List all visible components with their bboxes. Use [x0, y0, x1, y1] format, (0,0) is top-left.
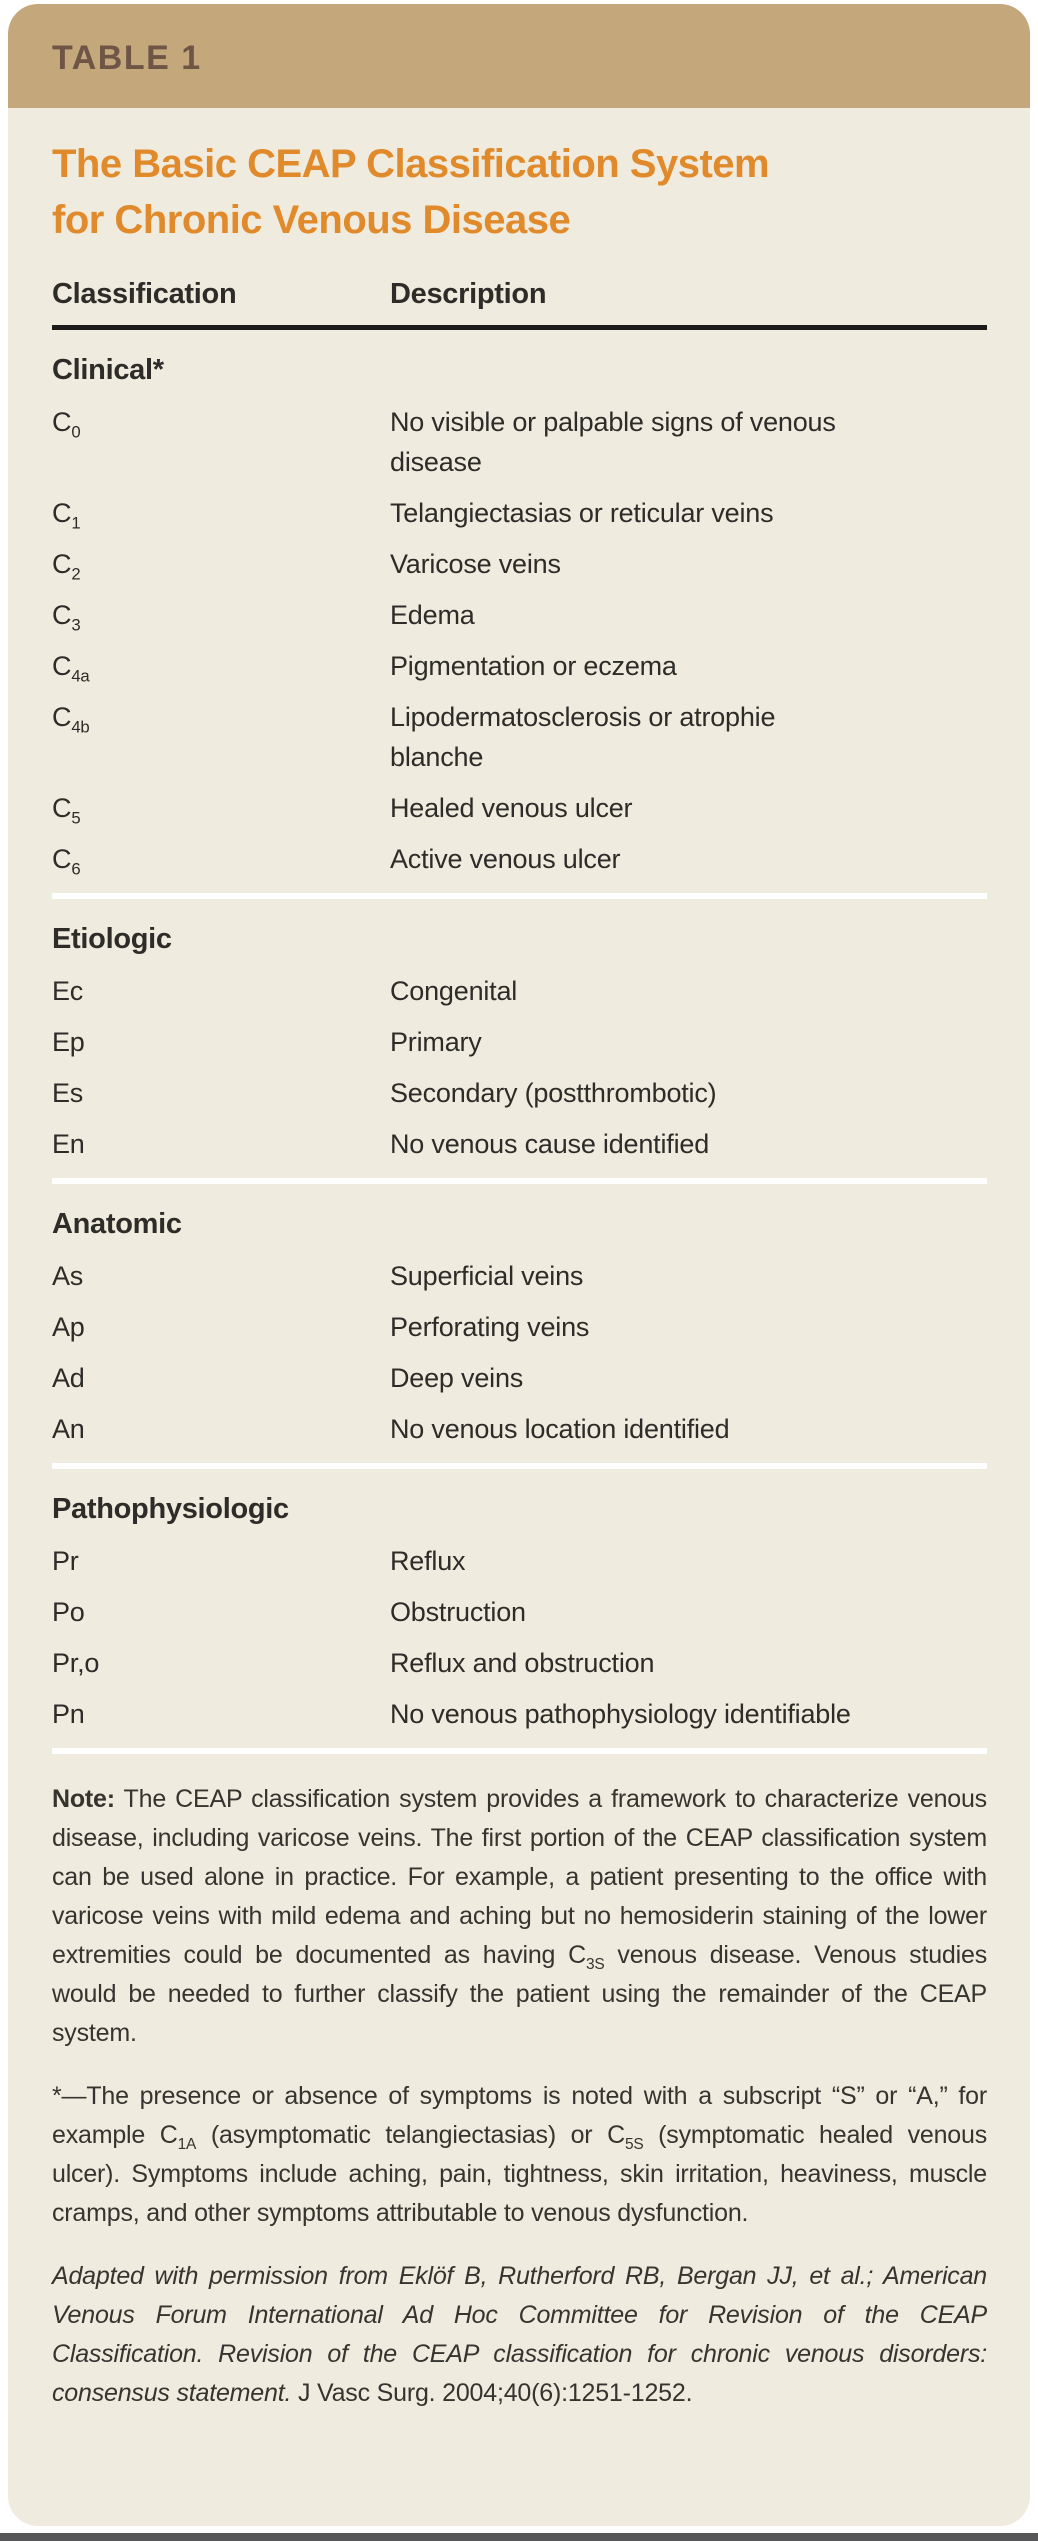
classification-cell: Po	[52, 1597, 85, 1627]
table-row	[52, 539, 987, 590]
table-row	[52, 1068, 987, 1119]
table-citation: Adapted with permission from Eklöf B, Rutherford RB, Bergan JJ, et al.; American Venous Forum International Ad Hoc Committee for Revision of the CEAP Classification. Revision of the CEAP classification for chronic venous disorders: consensus statement. J Vasc Surg. 2004;40(6):1251-1252.	[52, 2262, 987, 2407]
description-cell: Varicose veins	[390, 549, 561, 579]
table-row	[52, 1689, 987, 1740]
classification-cell: En	[52, 1129, 85, 1159]
description-cell: Healed venous ulcer	[390, 793, 633, 823]
section-etiologic	[52, 899, 987, 1170]
table-number: TABLE 1	[52, 38, 202, 77]
table-body	[8, 136, 1030, 2413]
table-title	[52, 136, 987, 248]
classification-cell: $C_0$	[52, 407, 81, 442]
description-cell: No venous pathophysiology identifiable	[390, 1699, 851, 1729]
classification-cell: As	[52, 1261, 84, 1291]
table-row	[52, 1587, 987, 1638]
classification-cell: An	[52, 1414, 85, 1444]
table-note: Note: The CEAP classification system provides a framework to characterize venous disease, including varicose veins. The first portion of the CEAP classification system can be used alone in practice. For example, a patient presenting to the office with varicose veins with mild edema and aching but no hemosiderin staining of the lower extremities could be documented as having $C_{3S}$ venous disease. Venous studies would be needed to further classify the patient using the remainder of the CEAP system.	[52, 1785, 987, 2047]
table-row	[52, 397, 987, 488]
classification-cell: Pn	[52, 1699, 85, 1729]
description-cell: Congenital	[390, 976, 518, 1006]
classification-cell: $C_2$	[52, 549, 81, 584]
table-row	[52, 1536, 987, 1587]
classification-cell: $C_{4b}$	[52, 702, 90, 737]
description-cell: Perforating veins	[390, 1312, 590, 1342]
table-row	[52, 1404, 987, 1455]
section-heading: Etiologic	[52, 923, 172, 955]
table-row	[52, 1353, 987, 1404]
table-card	[8, 4, 1030, 2526]
description-cell: No venous cause identified	[390, 1129, 710, 1159]
section-clinical	[52, 330, 987, 885]
table-header-bar	[8, 4, 1030, 108]
column-headers	[52, 278, 987, 311]
table-row	[52, 834, 987, 885]
description-cell: Lipodermatosclerosis or atrophie blanche	[390, 702, 776, 772]
section-anatomic	[52, 1184, 987, 1455]
classification-cell: Ad	[52, 1363, 85, 1393]
description-cell: Obstruction	[390, 1597, 526, 1627]
table-row	[52, 641, 987, 692]
table-row	[52, 1251, 987, 1302]
description-cell: Reflux	[390, 1546, 466, 1576]
column-header-classification: Classification	[52, 278, 237, 310]
table-title-line1: The Basic CEAP Classification System	[52, 142, 770, 186]
classification-cell: Ec	[52, 976, 84, 1006]
table-row	[52, 1302, 987, 1353]
description-cell: No visible or palpable signs of venous disease	[390, 407, 836, 477]
column-header-description: Description	[390, 278, 547, 310]
classification-cell: $C_6$	[52, 844, 81, 879]
table-row	[52, 783, 987, 834]
classification-cell: Ep	[52, 1027, 85, 1057]
classification-cell: Ap	[52, 1312, 85, 1342]
section-heading: Pathophysiologic	[52, 1493, 289, 1525]
classification-cell: $C_{4a}$	[52, 651, 90, 686]
section-pathophysiologic	[52, 1469, 987, 1740]
table-title-line2: for Chronic Venous Disease	[52, 198, 571, 242]
classification-cell: $C_1$	[52, 498, 81, 533]
table-row	[52, 1119, 987, 1170]
table-row	[52, 966, 987, 1017]
description-cell: No venous location identified	[390, 1414, 730, 1444]
description-cell: Deep veins	[390, 1363, 524, 1393]
page-bottom-strip	[0, 2533, 1038, 2541]
classification-cell: Pr	[52, 1546, 79, 1576]
description-cell: Reflux and obstruction	[390, 1648, 655, 1678]
section-divider	[52, 1748, 987, 1754]
table-row	[52, 1638, 987, 1689]
classification-cell: Es	[52, 1078, 84, 1108]
description-cell: Secondary (postthrombotic)	[390, 1078, 717, 1108]
description-cell: Edema	[390, 600, 475, 630]
table-row	[52, 488, 987, 539]
table-row	[52, 692, 987, 783]
classification-cell: $C_5$	[52, 793, 81, 828]
description-cell: Telangiectasias or reticular veins	[390, 498, 774, 528]
section-heading: Clinical*	[52, 354, 164, 386]
table-row	[52, 1017, 987, 1068]
description-cell: Superficial veins	[390, 1261, 584, 1291]
table-footnote: *—The presence or absence of symptoms is noted with a subscript “S” or “A,” for example $C_{1A}$ (asymptomatic telangiectasias) or $C_{5S}$ (symptomatic healed venous ulcer). Symptoms include aching, pain, tightness, skin irritation, heaviness, muscle cramps, and other symptoms attributable to venous dysfunction.	[52, 2082, 988, 2227]
section-heading: Anatomic	[52, 1208, 182, 1240]
description-cell: Active venous ulcer	[390, 844, 621, 874]
table-row	[52, 590, 987, 641]
description-cell: Pigmentation or eczema	[390, 651, 677, 681]
classification-cell: $C_3$	[52, 600, 81, 635]
classification-cell: Pr,o	[52, 1648, 100, 1678]
description-cell: Primary	[390, 1027, 482, 1057]
